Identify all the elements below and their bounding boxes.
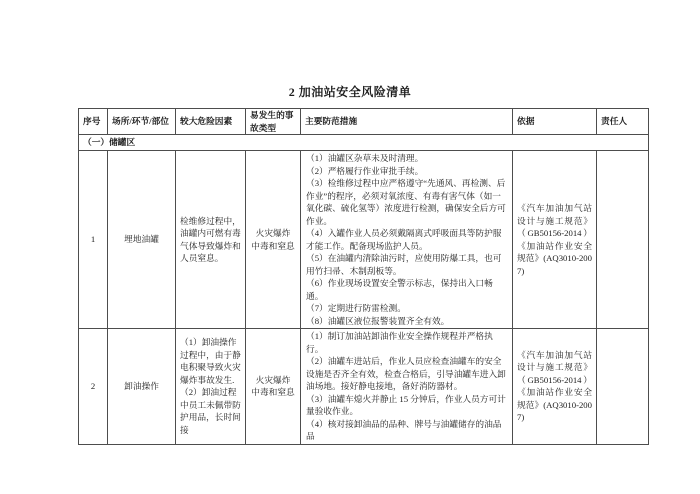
column-header-measures: 主要防范措施 (301, 109, 513, 135)
column-header-responsible: 责任人 (597, 109, 649, 135)
cell-row2-accident-type: 火灾爆炸 中毒和窒息 (246, 329, 301, 445)
table-header-row (79, 109, 649, 135)
column-header-hazard: 较大危险因素 (176, 109, 246, 135)
cell-row2-no: 2 (79, 329, 108, 445)
cell-row2-basis: 《汽车加油加气站设计与施工规范》（GB50156-2014）《加油站作业安全规范》(AQ3010-2007) (513, 329, 597, 445)
section-title: （一）储罐区 (79, 135, 649, 151)
cell-row1-responsible (597, 151, 649, 329)
column-header-basis: 依据 (513, 109, 597, 135)
risk-checklist-table (78, 108, 649, 445)
section-row (79, 135, 649, 151)
cell-row1-measures: （1）油罐区杂草未及时清理。 （2）严格履行作业审批手续。 （3）检维修过程中应严格遵守“先通风、再检测、后作业”的程序，必须对氧浓度、有毒有害气体（如一氧化碳、硫化氢等）浓度进行检测，确保安全后方可作业。 （4）入罐作业人员必须戴隔离式呼吸面具等防护服才能工作。配备现场监护人员。 （5）在油罐内清除油污时，应使用防爆工具，也可用竹扫帚、木制刮板等。 （6）作业现场设置安全警示标志，保持出入口畅通。 （7）定期进行防雷检测。 （8）油罐区液位报警装置齐全有效。 (301, 151, 513, 329)
column-header-accident-type: 易发生的事故类型 (246, 109, 301, 135)
cell-row1-accident-type: 火灾爆炸 中毒和窒息 (246, 151, 301, 329)
page-title: 2 加油站安全风险清单 (288, 85, 412, 99)
table-row-2 (79, 329, 649, 445)
cell-row2-responsible (597, 329, 649, 445)
cell-row1-hazard: 检维修过程中，油罐内可燃有毒气体导致爆炸和人员窒息。 (176, 151, 246, 329)
cell-row2-measures: （1）制订加油站卸油作业安全操作规程并严格执行。 （2）油罐车进站后，作业人员应检查油罐车的安全设施是否齐全有效，检查合格后，引导油罐车进入卸油场地。接好静电接地，备好消防器材。 （3）油罐车熄火并静止 15 分钟后，作业人员方可计量验收作业。 （4）核对接卸油品的品种、牌号与油罐储存的油品品 (301, 329, 513, 445)
cell-row2-location: 卸油操作 (108, 329, 176, 445)
column-header-location: 场所/环节/部位 (108, 109, 176, 135)
table-row-1 (79, 151, 649, 329)
cell-row1-location: 埋地油罐 (108, 151, 176, 329)
cell-row1-basis: 《汽车加油加气站设计与施工规范》（GB50156-2014）《加油站作业安全规范》(AQ3010-2007) (513, 151, 597, 329)
column-header-no: 序号 (79, 109, 108, 135)
cell-row2-hazard: （1）卸油操作过程中，由于静电积聚导致火灾爆炸事故发生. （2）卸油过程中员工未佩带防护用品，长时间接 (176, 329, 246, 445)
cell-row1-no: 1 (79, 151, 108, 329)
